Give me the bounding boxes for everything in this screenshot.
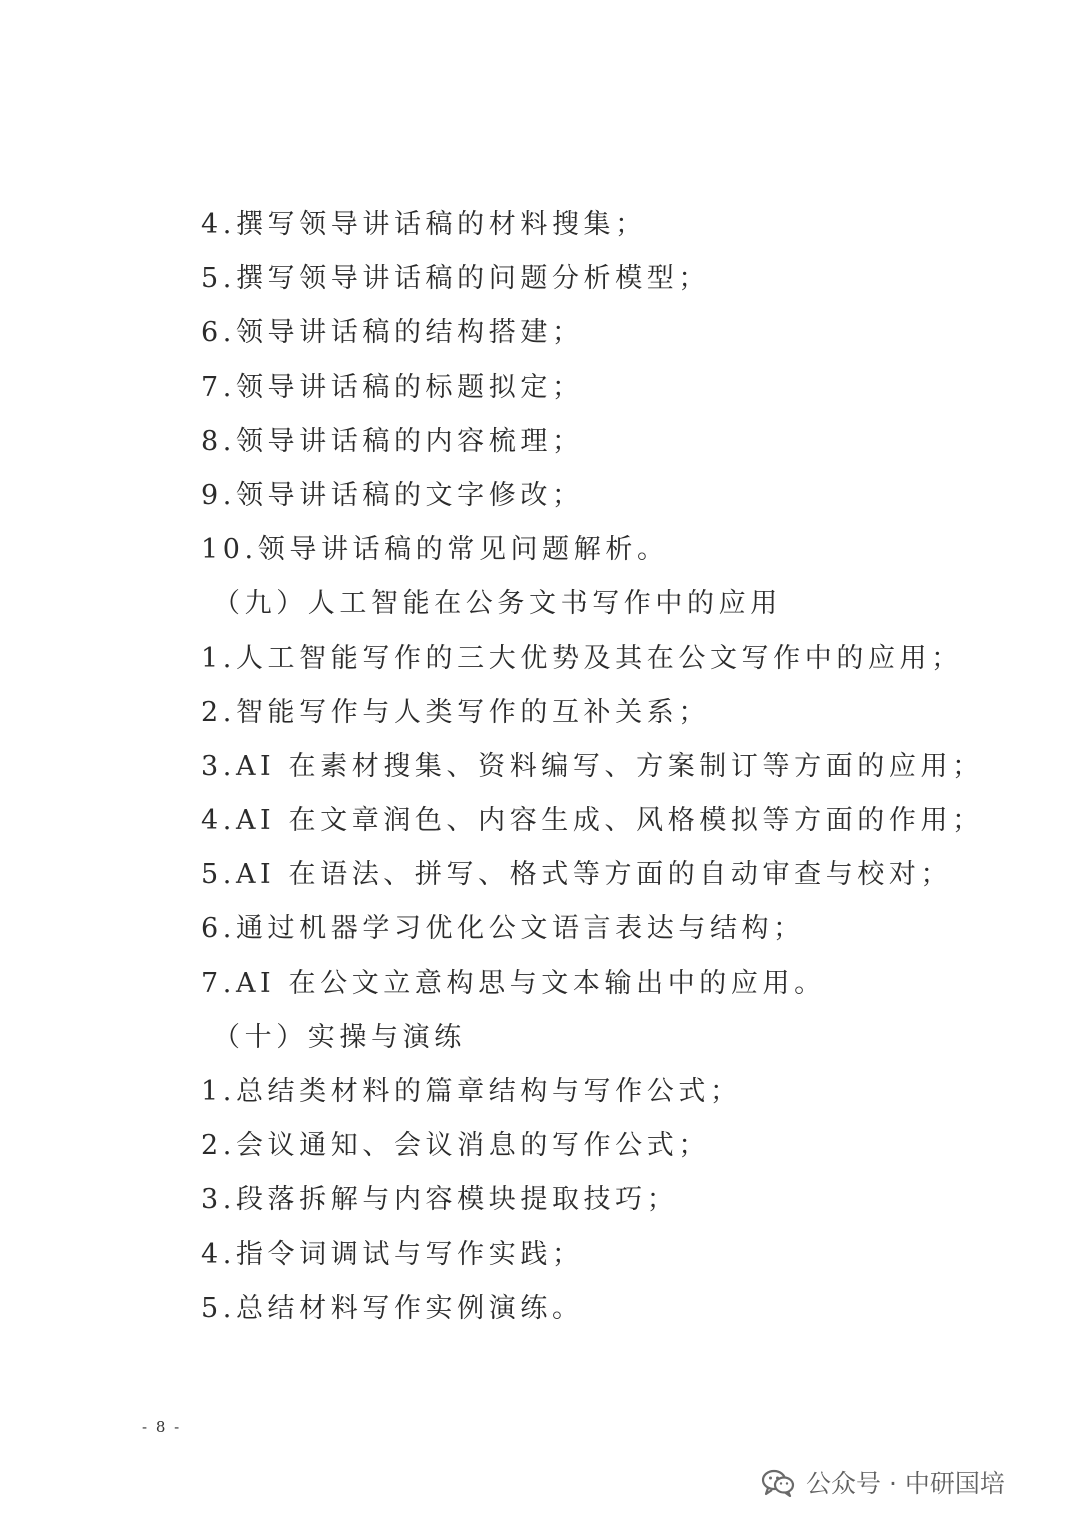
list-item: 2.智能写作与人类写作的互补关系； bbox=[201, 696, 710, 728]
section-heading: （十）实操与演练 bbox=[213, 1021, 466, 1053]
list-item: 10.领导讲话稿的常见问题解析。 bbox=[201, 534, 669, 566]
list-item: 9.领导讲话稿的文字修改； bbox=[201, 479, 584, 511]
list-item: 7.领导讲话稿的标题拟定； bbox=[201, 371, 584, 403]
list-item: 4.撰写领导讲话稿的材料搜集； bbox=[201, 209, 647, 240]
list-item: 1.人工智能写作的三大优势及其在公文写作中的应用； bbox=[201, 642, 963, 674]
list-item: 3.AI 在素材搜集、资料编写、方案制订等方面的应用； bbox=[201, 750, 984, 782]
list-item: 5.总结材料写作实例演练。 bbox=[201, 1292, 584, 1324]
list-item: 8.领导讲话稿的内容梳理； bbox=[201, 425, 584, 457]
watermark-text: 公众号 · 中研国培 bbox=[806, 1469, 1005, 1498]
list-item: 6.领导讲话稿的结构搭建； bbox=[201, 317, 584, 349]
list-item: 1.总结类材料的篇章结构与写作公式； bbox=[201, 1076, 742, 1107]
list-item: 3.段落拆解与内容模块提取技巧； bbox=[201, 1184, 679, 1216]
wechat-watermark bbox=[760, 1466, 1005, 1498]
document-content bbox=[201, 198, 984, 1336]
section-heading: （九）人工智能在公务文书写作中的应用 bbox=[213, 588, 782, 620]
list-item: 7.AI 在公文立意构思与文本输出中的应用。 bbox=[201, 967, 826, 999]
list-item: 5.AI 在语法、拼写、格式等方面的自动审查与校对； bbox=[201, 859, 953, 891]
list-item: 4.指令词调试与写作实践； bbox=[201, 1238, 584, 1270]
outline-lines bbox=[201, 198, 984, 1336]
list-item: 5.撰写领导讲话稿的问题分析模型； bbox=[201, 263, 710, 295]
page-number: - 8 - bbox=[142, 1418, 182, 1436]
list-item: 2.会议通知、会议消息的写作公式； bbox=[201, 1130, 710, 1162]
wechat-icon bbox=[760, 1467, 796, 1497]
list-item: 4.AI 在文章润色、内容生成、风格模拟等方面的作用； bbox=[201, 805, 984, 837]
list-item: 6.通过机器学习优化公文语言表达与结构； bbox=[201, 913, 805, 945]
